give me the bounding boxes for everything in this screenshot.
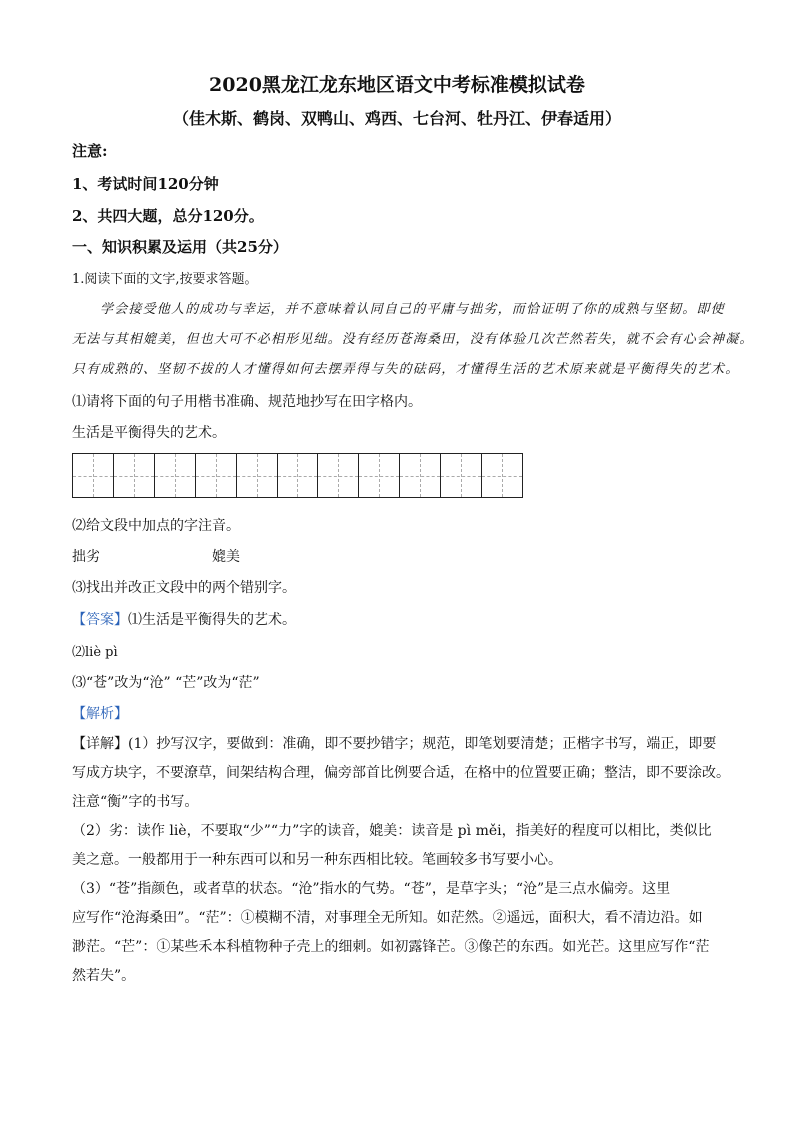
- note-item-1: 1、考试时间120分钟: [72, 175, 219, 193]
- pinyin-word-1: 拙劣: [72, 549, 100, 565]
- grid-cell: [318, 453, 359, 498]
- passage-line-1: 学会接受他人的成功与幸运，并不意味着认同自己的平庸与拙劣，而恰证明了你的成熟与坚韧。即使: [100, 302, 725, 317]
- analysis-line: 然若失”。: [72, 968, 136, 984]
- note-item-2: 2、共四大题，总分120分。: [72, 207, 264, 225]
- sub-question-2: ⑵给文段中加点的字注音。: [72, 518, 240, 534]
- grid-cell: [73, 453, 114, 498]
- analysis-line: 【详解】(1）抄写汉字，要做到：准确，即不要抄错字；规范，即笔划要清楚；正楷字书写，端正，即要: [72, 736, 717, 752]
- answer-2: ⑵liè pì: [72, 645, 118, 660]
- page-title: 2020黑龙江龙东地区语文中考标准模拟试卷: [209, 74, 585, 96]
- analysis-label: 【解析】: [72, 706, 128, 722]
- grid-cell: [114, 453, 155, 498]
- grid-cell: [441, 453, 482, 498]
- grid-cell: [400, 453, 441, 498]
- copy-sentence: 生活是平衡得失的艺术。: [72, 425, 226, 441]
- grid-cell: [196, 453, 237, 498]
- section-title: 一、知识积累及运用（共25分）: [72, 238, 288, 256]
- analysis-line: 注意“衡”字的书写。: [72, 794, 199, 810]
- question-1-prompt: 1.阅读下面的文字,按要求答题。: [72, 272, 258, 287]
- analysis-line: （3）“苍”指颜色，或者草的状态。“沧”指水的气势。“苍”，是草字头；“沧”是三点水偏旁。这里: [72, 881, 671, 897]
- analysis-line: 写成方块字，不要潦草，间架结构合理，偏旁部首比例要合适，在格中的位置要正确；整洁，即不要涂改。: [72, 765, 730, 781]
- grid-cell: [237, 453, 278, 498]
- page-subtitle: （佳木斯、鹤岗、双鸭山、鸡西、七台河、牡丹江、伊春适用）: [172, 109, 621, 128]
- analysis-line: 美之意。一般都用于一种东西可以和另一种东西相比较。笔画较多书写要小心。: [72, 852, 562, 868]
- passage-line-3: 只有成熟的、坚韧不拔的人才懂得如何去摆弄得与失的砝码，才懂得生活的艺术原来就是平衡得失的艺术。: [72, 362, 740, 377]
- grid-cell: [359, 453, 400, 498]
- tianzige-grid: [72, 453, 523, 498]
- analysis-body: [72, 730, 730, 991]
- sub-question-1: ⑴请将下面的句子用楷书准确、规范地抄写在田字格内。: [72, 394, 422, 410]
- analysis-line: 渺茫。“芒”：①某些禾本科植物种子壳上的细刺。如初露锋芒。③像芒的东西。如光芒。这里应写作“茫: [72, 939, 710, 955]
- notes-heading: 注意:: [72, 142, 108, 160]
- answer-label: 【答案】: [72, 612, 128, 628]
- answer-3: ⑶“苍”改为“沧” “芒”改为“茫”: [72, 675, 260, 691]
- analysis-line: 应写作“沧海桑田”。“茫”：①模糊不清，对事理全无所知。如茫然。②遥远，面积大，看不清边沿。如: [72, 910, 703, 926]
- passage-line-2: 无法与其相媲美，但也大可不必相形见绌。没有经历苍海桑田，没有体验几次芒然若失，就不会有心会神凝。: [72, 332, 754, 347]
- grid-cell: [278, 453, 319, 498]
- grid-cell: [155, 453, 196, 498]
- grid-cell: [482, 453, 523, 498]
- analysis-line: （2）劣：读作 liè，不要取“少”“力”字的读音，媲美：读音是 pì měi，指美好的程度可以相比，类似比: [72, 823, 712, 839]
- answer-1: ⑴生活是平衡得失的艺术。: [128, 612, 296, 628]
- pinyin-word-2: 媲美: [212, 549, 240, 565]
- sub-question-3: ⑶找出并改正文段中的两个错别字。: [72, 580, 296, 596]
